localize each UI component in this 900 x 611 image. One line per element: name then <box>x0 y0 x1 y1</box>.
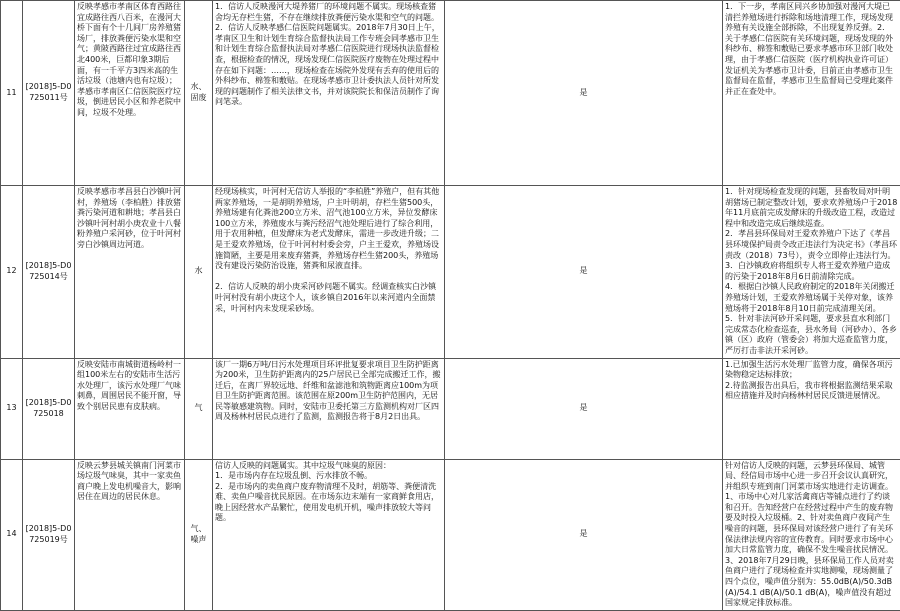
table-row <box>1 186 900 359</box>
rectification-actions: 针对信访人反映的问题，云梦县环保局、城管局、经信局市场中心进一步召开会议认真研究，并组织专班到南门河菜市场实地进行走访调查。1、市场中心对几家活禽商店等铺点进行了约谈和召开。告知经营户在经营过程中产生的废弃物要及时投入垃圾桶。2、针对卖鱼商户夜间产生噪音的问题，县环保局对该经营户进行了有关环保法律法规内容的宣传教育。同时要求市场中心加大日常监管力度，确保不发生噪音扰民情况。3、2018年7月29日晚，县环保局工作人员对卖鱼商户进行了现场检查并实地测噪，现场测量了四个点位，噪声值分别为：55.0dB(A)/50.3dB(A)/54.1 dB(A)/50.1 dB(A)，噪声值没有超过国家规定排放标准。 <box>723 459 900 610</box>
case-code: [2018]5-D0725019号 <box>23 459 75 610</box>
row-number: 12 <box>1 186 23 359</box>
pollution-type: 气、噪声 <box>185 459 213 610</box>
investigation-findings: 经现场核实，叶河村无信访人举报的“李柏胜”养殖户，但有其他两家养殖场，一是胡明养殖场，户主叶明胡，存栏生猪500头，养殖场建有化粪池200立方米、沼气池100立方米，异位发酵床100立方米，养殖废水与粪污经沼气池处理后进行了综合利用，用于农用种植，但发酵床为老式发酵床，需进一步改进升级；二是王爱欢养殖场，位于叶河村村委会旁，户主王爱欢，养殖场设施简陋，主要是用来废弃猪粪，养殖场存栏生猪200头，养殖场没有建设污染防治设施，猪粪和尿液直排。 2．信访人反映的胡小庚采河砂问题不属实。经调查核实白沙镇叶河村没有胡小庚这个人，该乡镇自2016年以来河道内全面禁采，叶河村内未发现采砂场。 <box>213 186 445 359</box>
investigation-findings: 信访人反映的问题属实。其中垃圾气味臭的原因： 1．是市场内存在垃圾乱倒、污水排放不畅。 2．是市场内的卖鱼商户废弃物清理不及时，胡筋等、粪便清洗难、卖鱼户噪音扰民原因。在市场东边末端有一家商鲜食用店，晚上因经营水产品繁忙，使用发电机开机，噪声排放较大等问题。 <box>213 459 445 610</box>
row-number: 14 <box>1 459 23 610</box>
case-code: [2018]5-D0725018 <box>23 358 75 459</box>
row-number: 13 <box>1 358 23 459</box>
verified-flag: 是 <box>445 186 723 359</box>
pollution-type: 气 <box>185 358 213 459</box>
verified-flag: 是 <box>445 1 723 186</box>
case-code: [2018]5-D0725011号 <box>23 1 75 186</box>
pollution-type: 水、固废 <box>185 1 213 186</box>
rectification-actions: 1．下一步，孝南区同兴乡协加强对漫河大堤已清拦养殖场进行拆除和场地清理工作，现场发现养殖有关设施全部拆除，不出现复养反弹。2．关于孝感仁信医院有关环境问题，现场发现的外科纱布、棉签和敷贴已要求孝感市环卫部门收处理，由于孝感仁信医院（医疗机构执业许可证）发证机关为孝感市卫计委，目前正由孝感市卫生监督局在监督，孝感市卫生监督局已受理此案件并正在查处中。 <box>723 1 900 186</box>
table-row <box>1 1 900 186</box>
row-number: 11 <box>1 1 23 186</box>
rectification-actions: 1.已加强生活污水处理厂监管力度，确保各项污染物稳定达标排放； 2.待监测报告出具后，我市将根据监测结果采取相应措施并及时向杨林村居民反馈进展情况。 <box>723 358 900 459</box>
complaint-content: 反映孝感市孝昌县白沙镇叶河村，养殖场（李柏胜）排放猪粪污染河道和耕地；孝昌县白沙镇叶河村胡小庚农业十八餐粉养殖户采河砂，位于叶河村旁白沙镇周边河道。 <box>75 186 185 359</box>
complaint-content: 反映云梦县城关镇南门河菜市场垃圾气味臭，其中一家卖鱼商户晚上发电机噪音大，影响居住在周边的居民休息。 <box>75 459 185 610</box>
verified-flag: 是 <box>445 358 723 459</box>
complaint-content: 反映孝感市孝南区体育西路往宜成路往西八百米，在漫河大桥下面有个十几间厂房养殖猪场厂，排放粪便污染水渠和空气；黄陂西路往过宜成路往西北400米，巨都印象3期后面，有一千平方3四米高的生活垃圾（池塘内也有垃圾）；孝感市孝南区仁信医院医疗垃圾，倒进居民小区和养老院中间，垃圾不处理。 <box>75 1 185 186</box>
pollution-type: 水 <box>185 186 213 359</box>
investigation-findings: 1．信访人反映漫河大堤养猪厂的环境问题不属实。现场核查猪舍均无存栏生猪，不存在继续排放粪便污染水渠和空气的问题。 2．信访人反映孝感仁信医院问题属实。2018年7月30日上午，孝南区卫生和计划生育综合监督执法局工作专班会同孝感市卫生和计划生育综合监督执法局对孝感仁信医院进行现场执法监督检查，根据检查的情况，现场发现仁信医院医疗废物在处理过程中存在如下问题：……，现场检查在场院外发现有丢弃的使用后的外科纱布、棉签和敷贴。在现场孝感市卫计委执法人员针对所发现的问题制作了相关法律文书，并对该院院长和保洁员制作了询问笔录。 <box>213 1 445 186</box>
verified-flag: 是 <box>445 459 723 610</box>
rectification-actions: 1．针对现场检查发现的问题，县畜牧局对叶明胡猪场已制定整改计划，要求欢养殖场户于2018年11月底前完成发酵床的升级改造工程，改造过程中和改造完成后继续巡查。 2．孝昌县环保局对王爱欢养殖户下达了《孝昌县环境保护局责令改正违法行为决定书》（孝昌环责改（2018）73号），责令立即停止违法行为。 3．白沙镇政府将组织专人将王爱欢养殖户造成的污染于2018年8月6日前清除完成。 4．根据白沙镇人民政府制定的2018年关闭搬迁养殖场计划，王爱欢养殖场属于关停对象，该养殖场将于2018年8月10日前完成清理关闭。 5．针对非法河砂开采问题，要求县直水利部门完成常态化检查巡查，县水务局（河砂办）、各乡镇（区）政府（管委会）将加大巡查监管力度，严厉打击非法开采河砂。 <box>723 186 900 359</box>
table-row <box>1 459 900 610</box>
table-row <box>1 358 900 459</box>
complaint-content: 反映安陆市南城街道杨岭村一组100米左右的安陆市生活污水处理厂，该污水处理厂气味刺鼻，周围居民不能开窗，导致个别居民患有皮肤病。 <box>75 358 185 459</box>
case-code: [2018]5-D0725014号 <box>23 186 75 359</box>
investigation-findings: 该厂一期6万吨/日污水处理项目环评批复要求项目卫生防护距离为200米，卫生防护距离内的25户居民已全部完成搬迁工作，搬迁后，在离厂界较远地、纤维和盆滤池和筑物距离应100m为项目卫生防护距离范围。该范围在原200m卫生防护范围内，无居民等敏感建筑物。同时，安陆市卫委托第三方监测机构对厂区四周及杨林村居民点进行了监测，监测报告将于8月2日出具。 <box>213 358 445 459</box>
